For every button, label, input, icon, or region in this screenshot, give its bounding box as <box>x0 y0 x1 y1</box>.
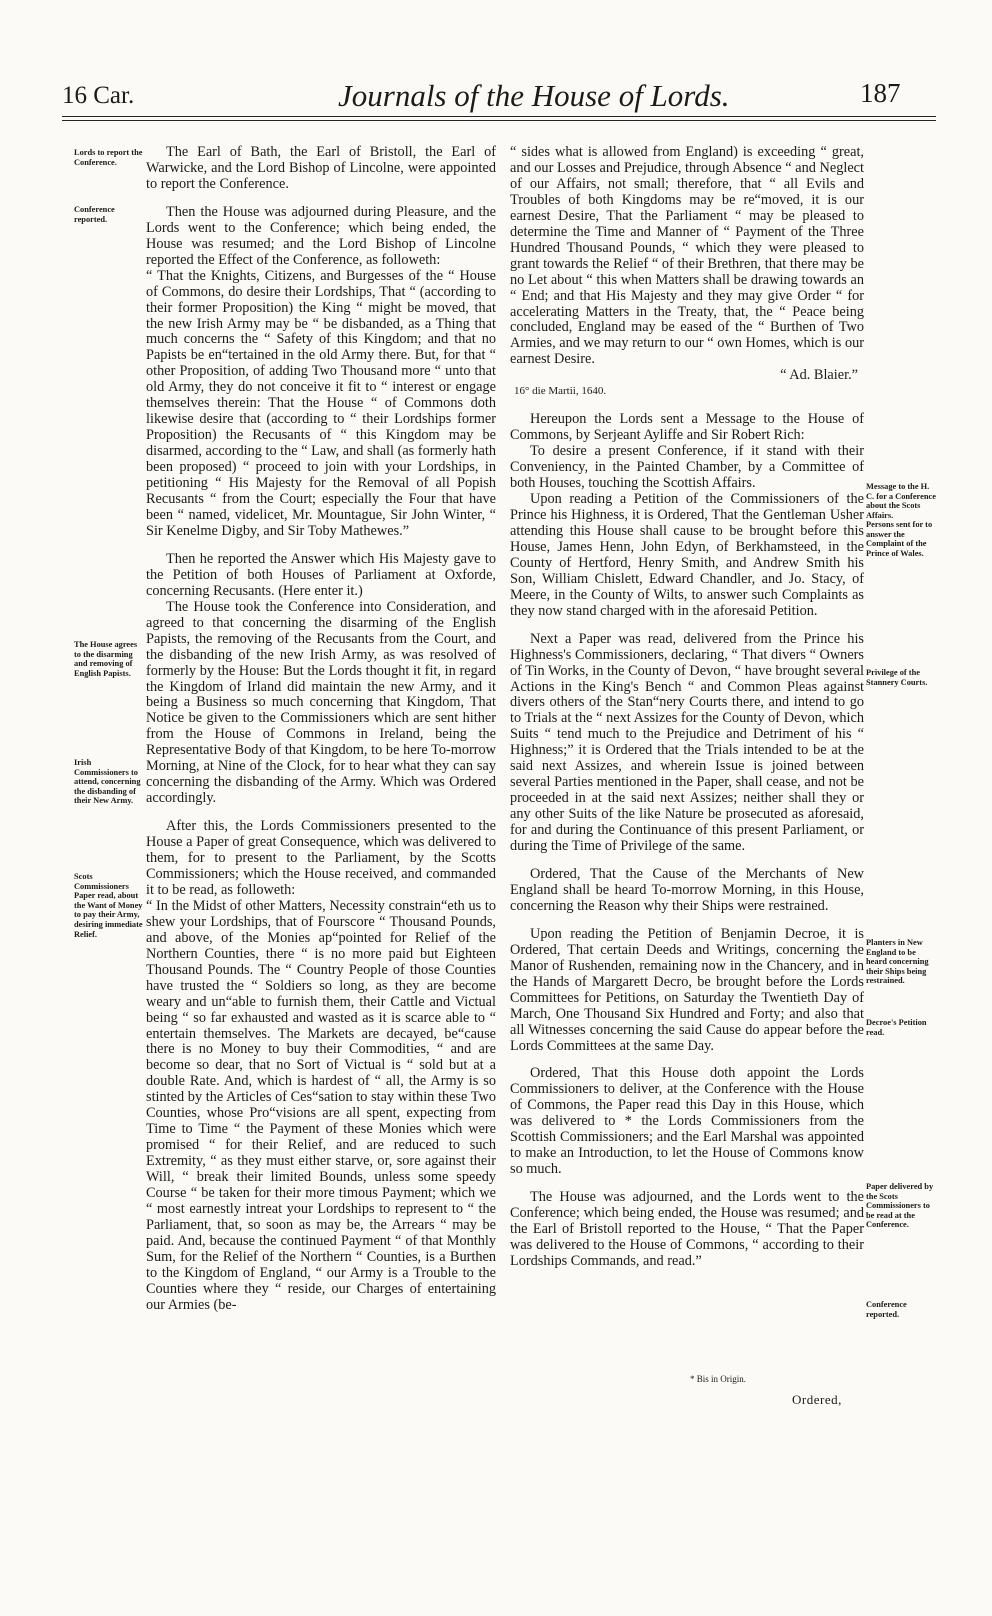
header-rule-thin <box>62 120 936 121</box>
margin-note-right: Planters in New England to be heard concerning their Ships being restrained. <box>866 938 929 986</box>
margin-note-right: Privilege of the Stannery Courts. <box>866 668 928 687</box>
left-column <box>146 145 496 1314</box>
paragraph: After this, the Lords Commissioners presented to the House a Paper of great Consequence, which was delivered to them, for to present to the Parliament, by the Scotts Commissioners; which the House received, and commanded it to be read, as followeth: <box>146 818 496 898</box>
quoted-paragraph: “ That the Knights, Citizens, and Burgesses of the “ House of Commons, do desire their Lordships, That “ (according to their former Proposition) the King “ might be moved, that the new Irish Army may be “ be disbanded, as a Thing that much concerns the “ Safety of this Kingdom; and that no Papists be en“tertained in the old Army there. But, for that “ other Proposition, of adding Two Thousand more “ unto that old Army, they do not conceive it fit to “ interest or engage themselves therein: That the House “ of Commons doth likewise desire that (according to “ their Lordships former Proposition) the Recusants of “ this Kingdom may be disarmed, according to the “ Law, and shall (as formerly hath been proposed) “ proceed to join with your Lordships, in petitioning “ His Majesty for the Removal of all Popish Recusants “ from the Court; especially the Four that have been “ named, videlicet, Mr. Mountague, Sir John Winter, “ Sir Kenelme Digby, and Sir Toby Mathewes.” <box>146 267 497 539</box>
margin-note-right: Message to the H. C. for a Conference about the Scots Affairs. <box>866 482 936 520</box>
running-head-left: 16 Car. <box>62 82 135 109</box>
paragraph: The House was adjourned, and the Lords went to the Conference; which being ended, the House was resumed; and the Earl of Bristoll reported to the House, “ That the Paper was delivered to the House of Commons, “ according to their Lordships Commands, and read.” <box>510 1189 864 1269</box>
quoted-paragraph: “ In the Midst of other Matters, Necessity constrain“eth us to shew your Lordships, that of Fourscore “ Thousand Pounds, and above, of the Monies ap“pointed for Relief of the Northern Counties, there “ is no more paid but Eighteen Thousand Pounds. The “ Country People of those Counties have trusted the “ Soldiers so long, as they are become weary and un“able to furnish them, their Cattle and Victual being “ so far exhausted and wasted as it is scarce able to “ entertain themselves. The Markets are decayed, be“cause there is no Money to buy their Commodities, “ and are become so dear, that no Sort of Victual is “ sold but at a double Rate. And, which is hardest of “ all, the Army is so stinted by the Articles of Ces“sation to stay within these Two Counties, whose Pro“visions are all spent, expecting from Time to Time “ the Payment of these Monies which were promised “ for their Relief, and are reduced to such Extremity, “ as they must either starve, or, sore against their Will, “ break their limited Bounds, unless some speedy Course “ be taken for their more timous Payment; which we “ most earnestly intreat your Lordships to represent to “ the Parliament, that, so soon as may be, the Arrears “ may be paid. And, because the continued Payment “ of that Monthly Sum, for the Relief of the Northern “ Counties, is a Burthen to the Kingdom of England, “ our Army is a Trouble to the Counties where they “ reside, our Charges of entertaining our Armies (be- <box>146 897 496 1313</box>
margin-note-right: Persons sent for to answer the Complaint of the Prince of Wales. <box>866 520 933 558</box>
paragraph: Then he reported the Answer which His Majesty gave to the Petition of both Houses of Parliament at Oxforde, concerning Recusants. (Here enter it.) <box>146 550 496 599</box>
margin-note-right: Paper delivered by the Scots Commissioners to be read at the Conference. <box>866 1182 934 1230</box>
margin-note-left: Conference reported. <box>74 205 115 224</box>
paragraph: Upon reading the Petition of Benjamin Decroe, it is Ordered, That certain Deeds and Writings, concerning the Manor of Rushenden, remaining now in the Chancery, and in the Hands of Margarett Decro, be brought before the Lords Committees for Petitions, on Saturday the Twentieth Day of March, One Thousand Six Hundred and Forty; and also that all Witnesses concerning the said Cause do appear before the Lords Committees at the same Day. <box>510 925 864 1054</box>
margin-note-left: Lords to report the Conference. <box>74 148 143 167</box>
paragraph: Next a Paper was read, delivered from the Prince his Highness's Commissioners, declaring, “ That divers “ Owners of Tin Works, in the County of Devon, “ have brought several Actions in the King's Bench “ and Common Pleas against divers others of the Stan“nery Courts there, and intend to go to Trials at the “ next Assizes for the County of Devon, which Suits “ tend much to the Prejudice and Detriment of his “ Highness;” it is Ordered that the Trials intended to be at the said next Assizes, and wherein Issue is joined between several Parties mentioned in the Paper, shall cease, and not be proceeded in at the said next Assizes; neither shall they or any other Suits of the like Nature be prosecuted as aforesaid, for and during the Continuance of this present Parliament, or during the Time of Privilege of the same. <box>510 630 864 855</box>
right-column <box>510 145 864 1270</box>
date-line: 16° die Martii, 1640. <box>514 385 607 398</box>
paragraph: Then the House was adjourned during Pleasure, and the Lords went to the Conference; which being ended, the House was resumed; and the Lord Bishop of Lincolne reported the Effect of the Conference, as followeth: <box>146 203 496 268</box>
paragraph: The Earl of Bath, the Earl of Bristoll, the Earl of Warwicke, and the Lord Bishop of Lincolne, were appointed to report the Conference. <box>146 144 496 192</box>
running-head-title: Journals of the House of Lords. <box>338 78 730 113</box>
paragraph: Ordered, That this House doth appoint the Lords Commissioners to deliver, at the Conference with the House of Commons, the Paper read this Day in this House, which was delivered to * the Lords Commissioners from the Scottish Commissioners; and the Earl Marshal was appointed to make an Introduction, to let the House of Commons know so much. <box>510 1065 864 1178</box>
page-number: 187 <box>860 78 901 108</box>
margin-note-left: The House agrees to the disarming and removing of English Papists. <box>74 640 138 678</box>
paragraph: To desire a present Conference, if it stand with their Conveniency, in the Painted Chamber, by a Committee of both Houses, touching the Scottish Affairs. <box>510 443 864 492</box>
margin-note-left: Irish Commissioners to attend, concerning the disbanding of their New Army. <box>74 758 141 806</box>
paragraph: Ordered, That the Cause of the Merchants of New England shall be heard To-morrow Morning, in this House, concerning the Reason why their Ships were restrained. <box>510 865 864 914</box>
catchword: Ordered, <box>792 1392 842 1407</box>
margin-note-right: Conference reported. <box>866 1300 907 1319</box>
header-rule <box>62 116 936 117</box>
paragraph: The House took the Conference into Consideration, and agreed to that concerning the disarming of the English Papists, the removing of the Recusants from the Court, and the disbanding of the new Irish Army, as was resolved of formerly by the House: But the Lords thought it fit, in regard the Kingdom of Irland did maintain the new Army, and it being a Business so much concerning that Kingdom, That Notice be given to the Commissioners which are sent hither from the House of Commons in Ireland, being the Representative Body of that Kingdom, to be here To-morrow Morning, at Nine of the Clock, for to hear what they can say concerning the disbanding of the Army. Which was Ordered accordingly. <box>146 598 496 807</box>
footnote: * Bis in Origin. <box>690 1374 747 1384</box>
paragraph: Upon reading a Petition of the Commissioners of the Prince his Highness, it is Ordered, That the Gentleman Usher attending this House shall cause to be brought before this House, James Henn, John Edyn, of Berkhamsteed, in the County of Hertford, Henry Smith, and Andrew Smith his Son, William Chislett, Edward Chandler, and Jo. Stacy, of Meere, in the County of Wilts, to answer such Complaints as they now stand charged with in the aforesaid Petition. <box>510 491 864 619</box>
quoted-paragraph: “ sides what is allowed from England) is exceeding “ great, and our Losses and Prejudice, through Absence “ and Neglect of our Affairs, not small; therefore, that “ all Evils and Troubles of both Kingdoms may be re“moved, it is our earnest Desire, That the Parliament “ may be pleased to determine the Time and Manner of “ Payment of the Three Hundred Thousand Pounds, “ which they were pleased to grant towards the Relief “ of their Brethren, that there may be no Let about “ this when Matters shall be drawing towards an “ End; and that His Majesty and they may give Order “ for accelerating Matters in the Treaty, that, the “ Peace being concluded, England may be eased of the “ Burthen of Two Armies, and we may return to our “ own Homes, which is our earnest Desire. <box>510 144 864 368</box>
margin-note-right: Decroe's Petition read. <box>866 1018 927 1037</box>
signature: “ Ad. Blaier.” <box>780 367 858 384</box>
paragraph: Hereupon the Lords sent a Message to the House of Commons, by Serjeant Ayliffe and Sir Robert Rich: <box>510 411 864 444</box>
margin-note-left: Scots Commissioners Paper read, about the Want of Money to pay their Army, desiring immediate Relief. <box>74 872 143 939</box>
